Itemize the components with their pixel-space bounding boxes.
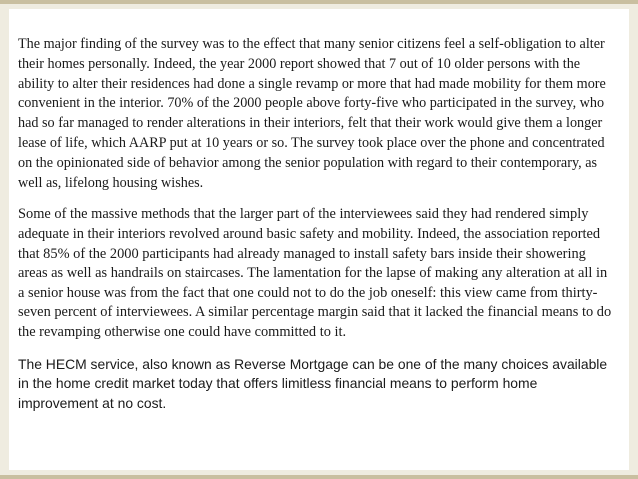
paragraph-safety-methods: Some of the massive methods that the larger part of the interviewees said they had rendered simply adequate in their interiors revolved around basic safety and mobility. Indeed, the association reported that 85% of the 2000 participants had already managed to install safety bars inside their showering areas as well as handrails on staircases. The lamentation for the lapse of making any alteration at all in a senior house was from the fact that one could not to do the job oneself: this view came from thirty-seven percent of interviewees. A similar percentage margin said that it lacked the financial means to do the revamping otherwise one could have committed to it. [18, 206, 612, 340]
paragraph-hecm-service: The HECM service, also known as Reverse Mortgage can be one of the many choices available in the home credit market today that offers limitless financial means to perform home improvement at no cost. [18, 355, 608, 411]
slide-content [18, 35, 614, 425]
bottom-accent-bar [0, 475, 638, 479]
top-accent-bar [0, 0, 638, 4]
paragraph-survey-finding: The major finding of the survey was to the effect that many senior citizens feel a self-obligation to alter their homes personally. Indeed, the year 2000 report showed that 7 out of 10 older persons with the ability to alter their residences had done a single revamp or more that had made mobility for them more convenient in the interior. 70% of the 2000 people above forty-five who participated in the survey, who had so far managed to render alterations in their interiors, felt that their work would give them a longer lease of life, which AARP put at 10 years or so. The survey took place over the phone and concentrated on the opinionated side of behavior among the senior population with regard to their contemporary, as well as, lifelong housing wishes. [18, 36, 606, 191]
